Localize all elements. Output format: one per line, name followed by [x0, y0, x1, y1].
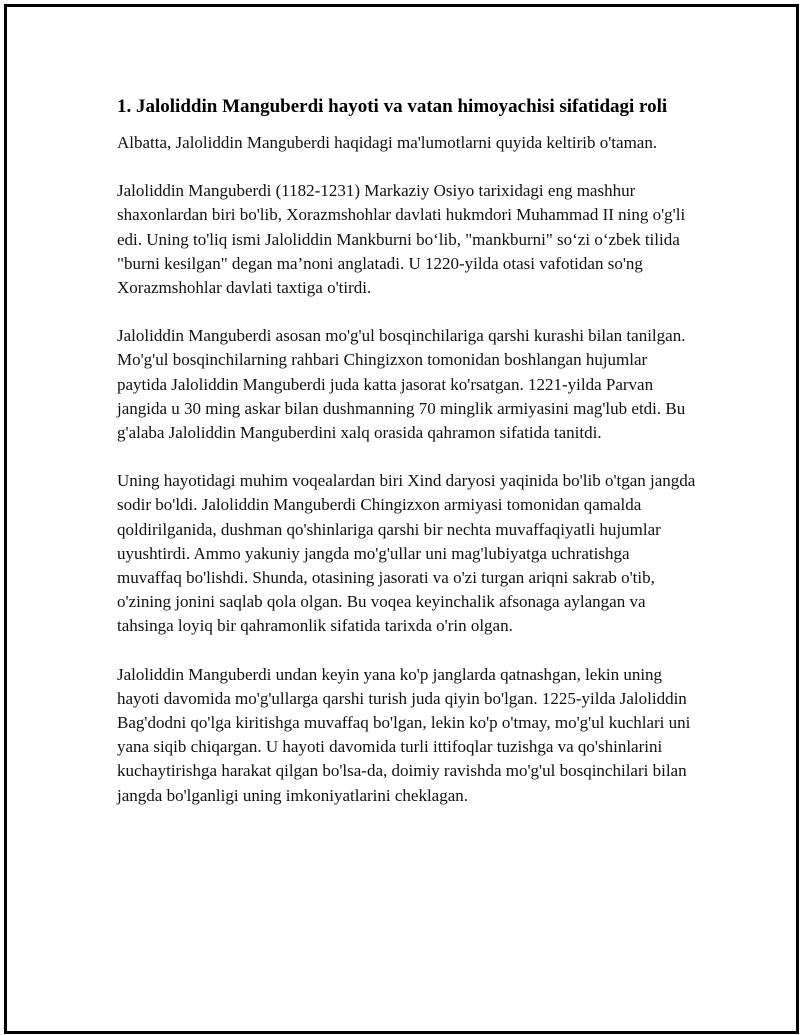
paragraph-indus-battle: Uning hayotidagi muhim voqealardan biri Xind daryosi yaqinida bo'lib o'tgan jangda sodir bo'ldi. Jaloliddin Manguberdi Chingizxon armiyasi tomonidan qamalda qoldirilganida, dushman qo'shinlariga qarshi bir nechta muvaffaqiyatli hujumlar uyushtirdi. Ammo yakuniy jangda mo'g'ullar uni mag'lubiyatga uchratishga muvaffaq bo'lishdi. Shunda, otasining jasorati va o'zi turgan ariqni sakrab o'tib, o'zining jonini saqlab qola olgan. Bu voqea keyinchalik afsonaga aylangan va tahsinga loyiq bir qahramonlik sifatida tarixda o'rin olgan.	[117, 471, 696, 636]
paragraph-mongol-struggle: Jaloliddin Manguberdi asosan mo'g'ul bosqinchilariga qarshi kurashi bilan tanilgan. Mo'g'ul bosqinchilarning rahbari Chingizxon tomonidan boshlangan hujumlar paytida Jaloliddin Manguberdi juda katta jasorat ko'rsatgan. 1221-yilda Parvan jangida u 30 ming askar bilan dushmanning 70 minglik armiyasini mag'lub etdi. Bu g'alaba Jaloliddin Manguberdini xalq orasida qahramon sifatida tanitdi.	[117, 326, 686, 443]
paragraph-later-life: Jaloliddin Manguberdi undan keyin yana ko'p janglarda qatnashgan, lekin uning hayoti davomida mo'g'ullarga qarshi turish juda qiyin bo'lgan. 1225-yilda Jaloliddin Bag'dodni qo'lga kiritishga muvaffaq bo'lgan, lekin ko'p o'tmay, mo'g'ul kuchlari uni yana siqib chiqargan. U hayoti davomida turli ittifoqlar tuzishga va qo'shinlarini kuchaytirishga harakat qilgan bo'lsa-da, doimiy ravishda mo'g'ul bosqinchilari bilan jangda bo'lganligi uning imkoniyatlarini cheklagan.	[117, 664, 691, 805]
paragraph-intro: Albatta, Jaloliddin Manguberdi haqidagi ma'lumotlarni quyida keltirib o'taman.	[117, 133, 658, 152]
section-heading: 1. Jaloliddin Manguberdi hayoti va vatan himoyachisi sifatidagi roli	[117, 96, 668, 117]
document-body	[117, 94, 697, 832]
paragraph-biography: Jaloliddin Manguberdi (1182-1231) Markaziy Osiyo tarixidagi eng mashhur shaxonlardan biri bo'lib, Xorazmshohlar davlati hukmdori Muhammad II ning o'g'li edi. Uning to'liq ismi Jaloliddin Mankburni bo‘lib, "mankburni" so‘zi o‘zbek tilida "burni kesilgan" degan ma’noni anglatadi. U 1220-yilda otasi vafotidan so'ng Xorazmshohlar davlati taxtiga o'tirdi.	[117, 181, 686, 298]
